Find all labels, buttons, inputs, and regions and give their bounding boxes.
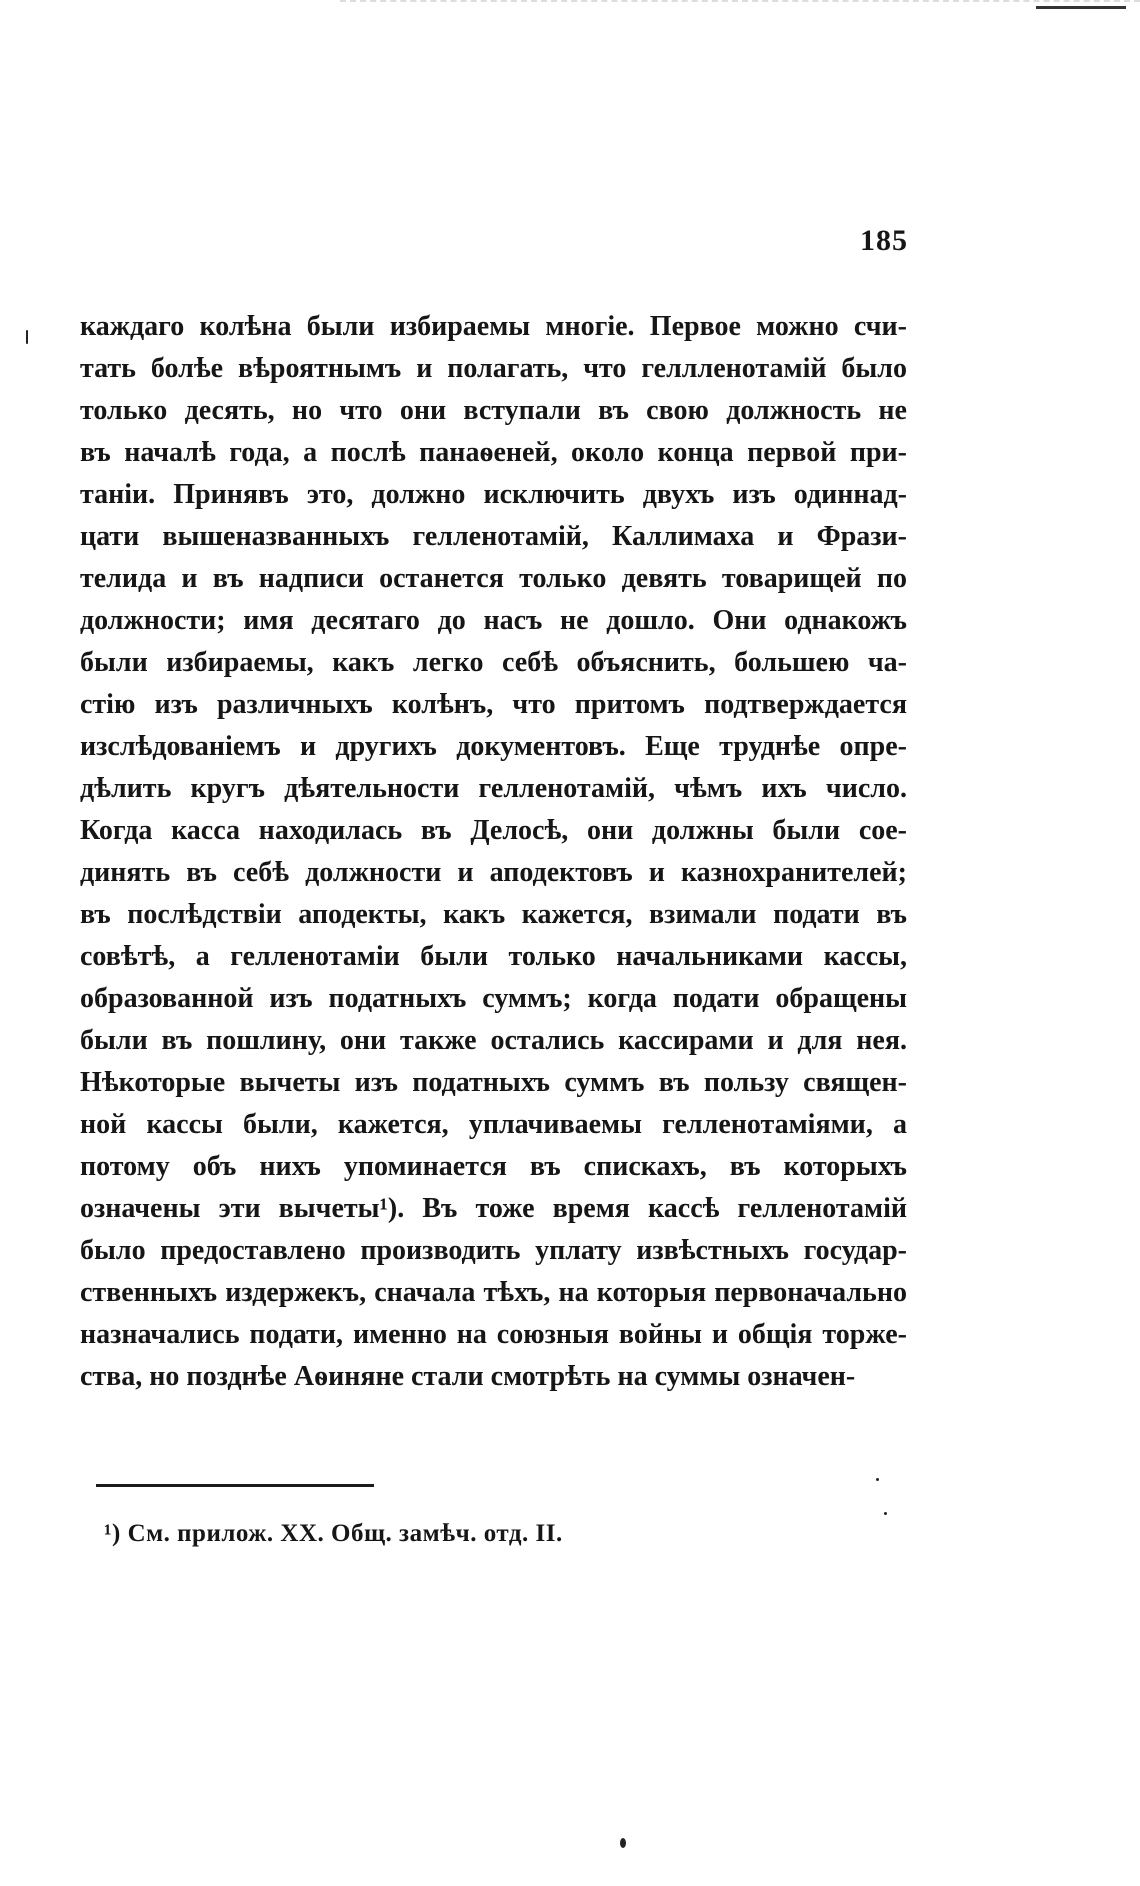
text-line: каждаго колѣна были избираемы многіе. Первое можно счи- [80, 311, 907, 342]
text-line: потому объ нихъ упоминается въ спискахъ, въ которыхъ [80, 1151, 907, 1182]
text-line: были въ пошлину, они также остались кассирами и для нея. [80, 1025, 907, 1056]
text-line: было предоставлено производить уплату извѣстныхъ государ- [80, 1235, 907, 1266]
text-line: означены эти вычеты¹). Въ тоже время кассѣ гелленотамій [80, 1193, 907, 1224]
text-line: телида и въ надписи останется только девять товарищей по [80, 563, 907, 594]
ink-speck [26, 330, 28, 344]
text-line: ственныхъ издержекъ, сначала тѣхъ, на которыя первоначально [80, 1277, 907, 1308]
text-line: динять въ себѣ должности и аподектовъ и казнохранителей; [80, 857, 907, 888]
ink-speck [884, 1512, 887, 1515]
text-line: были избираемы, какъ легко себѣ объяснить, большею ча- [80, 647, 907, 678]
text-line: ной кассы были, кажется, уплачиваемы гелленотаміями, а [80, 1109, 907, 1140]
footnote-rule [96, 1484, 374, 1487]
page-number: 185 [860, 224, 908, 257]
body-text [80, 306, 907, 1398]
text-line: дѣлить кругъ дѣятельности гелленотамій, чѣмъ ихъ число. [80, 773, 907, 804]
scan-corner-mark [1036, 6, 1126, 9]
text-line: назначались подати, именно на союзныя войны и общія торже- [80, 1319, 907, 1350]
text-line: изслѣдованіемъ и другихъ документовъ. Еще труднѣе опре- [80, 731, 907, 762]
text-line: ства, но позднѣе Аѳиняне стали смотрѣть на суммы означен- [80, 1361, 856, 1392]
scan-edge-marks [340, 0, 1140, 12]
text-line: образованной изъ податныхъ суммъ; когда подати обращены [80, 983, 907, 1014]
text-line: должности; имя десятаго до насъ не дошло. Они однакожъ [80, 605, 907, 636]
text-line: таніи. Принявъ это, должно исключить двухъ изъ одиннад- [80, 479, 907, 510]
text-line: только десять, но что они вступали въ свою должность не [80, 395, 907, 426]
text-line: стію изъ различныхъ колѣнъ, что притомъ подтверждается [80, 689, 907, 720]
footnote: ¹) См. прилож. XX. Общ. замѣч. отд. II. [104, 1520, 563, 1547]
text-line: цати вышеназванныхъ гелленотамій, Каллимаха и Фрази- [80, 521, 907, 552]
text-line: совѣтѣ, а гелленотаміи были только начальниками кассы, [80, 941, 907, 972]
text-line: въ послѣдствіи аподекты, какъ кажется, взимали подати въ [80, 899, 907, 930]
text-line: Нѣкоторые вычеты изъ податныхъ суммъ въ пользу священ- [80, 1067, 907, 1098]
text-line: въ началѣ года, а послѣ панаѳеней, около конца первой при- [80, 437, 907, 468]
text-line: тать болѣе вѣроятнымъ и полагать, что геллленотамій было [80, 353, 907, 384]
ink-speck [620, 1838, 626, 1848]
text-line: Когда касса находилась въ Делосѣ, они должны были сое- [80, 815, 907, 846]
ink-speck [876, 1478, 879, 1481]
